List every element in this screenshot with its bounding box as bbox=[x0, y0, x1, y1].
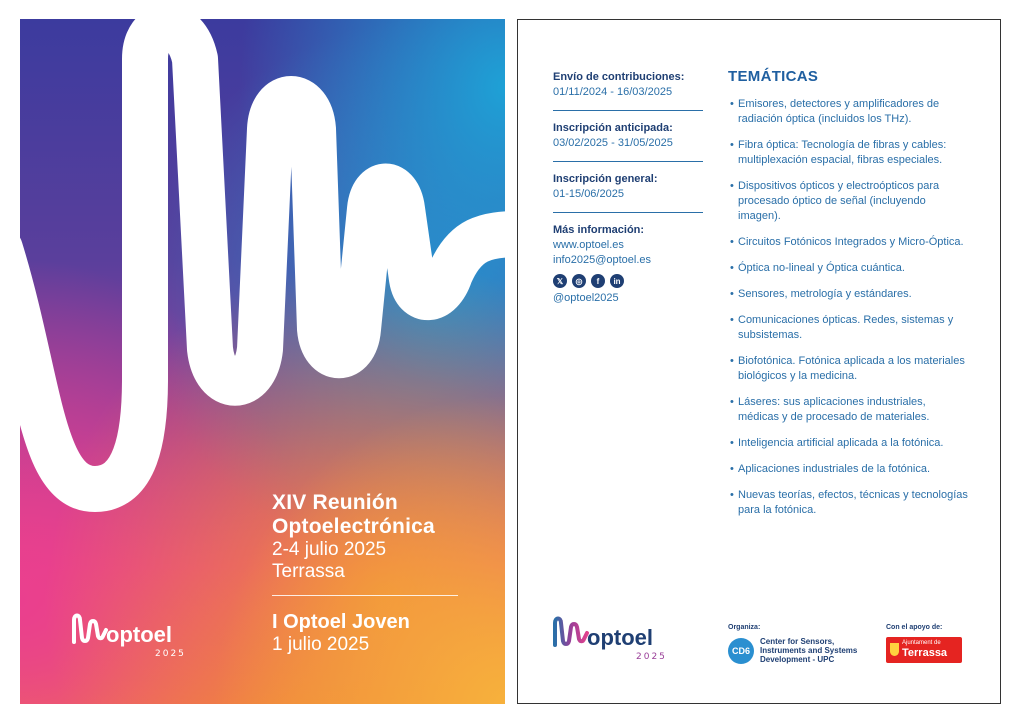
topic-item: • Biofotónica. Fotónica aplicada a los materiales biológicos y la medicina. bbox=[728, 354, 968, 384]
shield-icon bbox=[890, 643, 899, 656]
more-info-label: Más información: bbox=[553, 224, 645, 236]
optoel-logo-white bbox=[70, 604, 200, 664]
deadline-block bbox=[553, 172, 703, 213]
social-handle[interactable]: @optoel2025 bbox=[553, 292, 619, 304]
event-title-line1: XIV Reunión bbox=[272, 491, 398, 514]
event-city: Terrassa bbox=[272, 561, 345, 582]
x-icon[interactable]: 𝕏 bbox=[553, 274, 567, 288]
cover-panel bbox=[20, 19, 505, 704]
deadline-value: 01-15/06/2025 bbox=[553, 188, 624, 200]
optoel-logo-color bbox=[551, 607, 681, 667]
email-link[interactable]: info2025@optoel.es bbox=[553, 254, 652, 266]
topic-item: • Comunicaciones ópticas. Redes, sistemas y subsistemas. bbox=[728, 313, 968, 343]
event2-title: I Optoel Joven bbox=[272, 611, 410, 633]
logo-word: optoel bbox=[106, 622, 172, 647]
deadline-block bbox=[553, 70, 703, 111]
topics-column bbox=[728, 68, 968, 529]
topic-item: • Fibra óptica: Tecnología de fibras y cables: multiplexación espacial, fibras especiales. bbox=[728, 138, 968, 168]
topic-item: • Láseres: sus aplicaciones industriales, médicas y de procesado de materiales. bbox=[728, 395, 968, 425]
organiza-label: Organiza: bbox=[728, 624, 761, 631]
support-block bbox=[886, 624, 966, 663]
deadline-label: Inscripción general: bbox=[553, 173, 658, 185]
deadlines-column bbox=[553, 70, 703, 326]
topic-item: • Circuitos Fotónicos Integrados y Micro-Óptica. bbox=[728, 235, 968, 250]
terrassa-logo bbox=[886, 637, 962, 663]
logo-word: optoel bbox=[587, 625, 653, 650]
logo-year: 2025 bbox=[155, 649, 186, 659]
topic-item: • Sensores, metrología y estándares. bbox=[728, 287, 968, 302]
info-panel bbox=[517, 19, 1001, 704]
logo-year: 2025 bbox=[636, 652, 667, 662]
cover-divider bbox=[272, 595, 458, 596]
deadline-label: Envío de contribuciones: bbox=[553, 71, 685, 83]
social-icons bbox=[553, 274, 703, 288]
terrassa-line1: Ajuntament de bbox=[902, 640, 941, 646]
cover-text-block bbox=[272, 491, 472, 656]
organizer-block bbox=[728, 624, 878, 664]
deadline-block bbox=[553, 121, 703, 162]
event2-date: 1 julio 2025 bbox=[272, 634, 370, 655]
topic-item: • Nuevas teorías, efectos, técnicas y tecnologías para la fotónica. bbox=[728, 488, 968, 518]
deadline-value: 03/02/2025 - 31/05/2025 bbox=[553, 137, 673, 149]
facebook-icon[interactable]: f bbox=[591, 274, 605, 288]
terrassa-line2: Terrassa bbox=[902, 647, 948, 659]
cd6-logo: CD6 bbox=[728, 638, 754, 664]
support-label: Con el apoyo de: bbox=[886, 624, 943, 631]
topic-item: • Inteligencia artificial aplicada a la fotónica. bbox=[728, 436, 968, 451]
event-title-line2: Optoelectrónica bbox=[272, 515, 435, 538]
deadline-value: 01/11/2024 - 16/03/2025 bbox=[553, 86, 673, 98]
event-dates: 2-4 julio 2025 bbox=[272, 539, 387, 560]
linkedin-icon[interactable]: in bbox=[610, 274, 624, 288]
topic-item: • Aplicaciones industriales de la fotónica. bbox=[728, 462, 968, 477]
topic-item: • Óptica no-lineal y Óptica cuántica. bbox=[728, 261, 968, 276]
topic-item: • Emisores, detectores y amplificadores de radiación óptica (incluidos los THz). bbox=[728, 97, 968, 127]
deadline-label: Inscripción anticipada: bbox=[553, 122, 673, 134]
more-info-block bbox=[553, 223, 703, 316]
topic-item: • Dispositivos ópticos y electroópticos para procesado óptico de señal (incluyendo imagen). bbox=[728, 179, 968, 224]
organizer-name: Center for Sensors, Instruments and Systems Development - UPC bbox=[760, 637, 858, 664]
website-link[interactable]: www.optoel.es bbox=[553, 239, 624, 251]
instagram-icon[interactable]: ◎ bbox=[572, 274, 586, 288]
topics-title: TEMÁTICAS bbox=[728, 68, 819, 85]
